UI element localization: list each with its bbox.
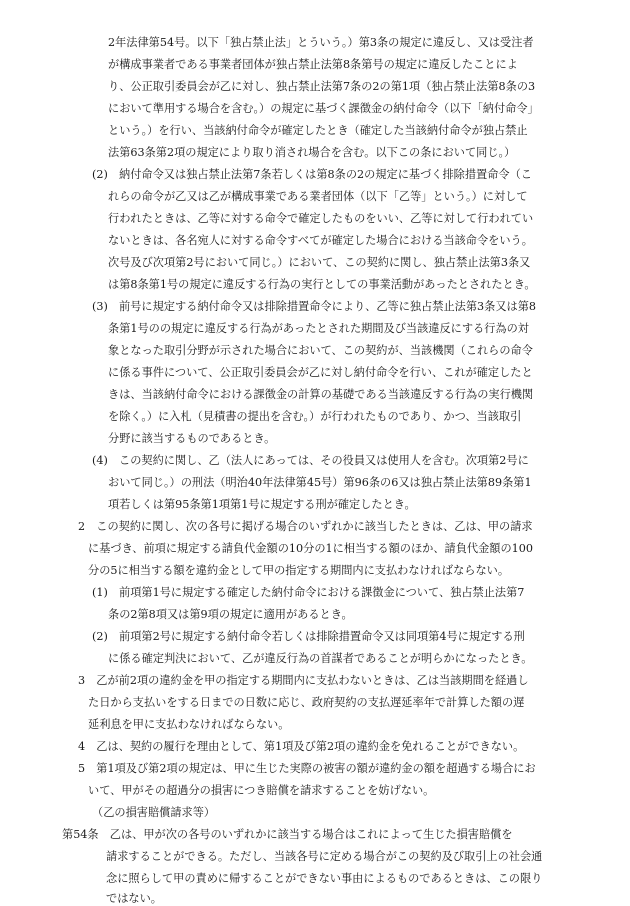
text-line: に係る事件について、公正取引委員会が乙に対し納付命令を行い、これが確定したと	[108, 366, 533, 379]
text-line: きは、当該納付命令における課徴金の計算の基礎である当該違反する行為の実行機関	[108, 388, 534, 401]
text-line: 念に照らして甲の責めに帰することができない事由によるものであるときは、この限り	[106, 872, 543, 885]
text-line: 条の2第8項又は第9項の規定に適用があるとき。	[108, 608, 353, 621]
text-line: 4 乙は、契約の履行を理由として、第1項及び第2項の違約金を免れることができない。	[78, 740, 525, 753]
text-line: (4) この契約に関し、乙（法人にあっては、その役員又は使用人を含む。次項第2号に	[92, 454, 529, 467]
text-line: が構成事業者である事業者団体が独占禁止法第8条第号の規定に違反したことによ	[108, 58, 518, 71]
text-line: 分野に該当するものであるとき。	[108, 432, 276, 445]
text-line: 2年法律第54号。以下「独占禁止法」とういう。）第3条の規定に違反し、又は受注者	[108, 36, 534, 49]
text-line: 請求することができる。ただし、当該各号に定める場合がこの契約及び取引上の社会通	[106, 850, 543, 863]
text-line: 行われたときは、乙等に対する命令で確定したものをいい、乙等に対して行われてい	[108, 212, 534, 225]
text-line: という。）を行い、当該納付命令が確定したとき（確定した当該納付命令が独占禁止	[108, 124, 528, 137]
text-line: (3) 前号に規定する納付命令又は排除措置命令により、乙等に独占禁止法第3条又は第8	[92, 300, 537, 313]
text-line: 5 第1項及び第2項の規定は、甲に生じた実際の被害の額が違約金の額を超過する場合にお	[78, 762, 536, 775]
text-line: た日から支払いをする日までの日数に応じ、政府契約の支払遅延率年で計算した額の遅	[88, 696, 525, 709]
text-line: れらの命令が乙又は乙が構成事業である業者団体（以下「乙等」という。）に対して	[108, 190, 528, 203]
text-line: 項若しくは第95条第1項第1号に規定する刑が確定したとき。	[108, 498, 416, 511]
text-line: 法第63条第2項の規定により取り消され場合を含む。以下この条において同じ。）	[108, 146, 516, 159]
text-line: 2 この契約に関し、次の各号に掲げる場合のいずれかに該当したときは、乙は、甲の請求	[78, 520, 533, 533]
text-line: いて、甲がその超過分の損害につき賠償を請求することを妨げない。	[88, 784, 435, 797]
section-heading: （乙の損害賠償請求等）	[92, 806, 216, 819]
text-line: (1) 前項第1号に規定する確定した納付命令における課徴金について、独占禁止法第7	[92, 586, 525, 599]
text-line: (2) 前項第2号に規定する納付命令若しくは排除措置命令又は同項第4号に規定する刑	[92, 630, 525, 643]
text-line: 延利息を甲に支払わなければならない。	[88, 718, 290, 731]
text-line: 分の5に相当する額を違約金として甲の指定する期間内に支払わなければならない。	[88, 564, 510, 577]
text-line: り、公正取引委員会が乙に対し、独占禁止法第7条の2の第1項（独占禁止法第8条の3	[108, 80, 536, 93]
text-line: 条第1号のの規定に違反する行為があったとされた期間及び当該違反にする行為の対	[108, 322, 529, 335]
text-line: において準用する場合を含む。）の規定に基づく課徴金の納付命令（以下「納付命令」	[108, 102, 539, 115]
article-heading: 第54条 乙は、甲が次の各号のいずれかに該当する場合はこれによって生じた損害賠償を	[62, 828, 513, 841]
text-line: 象となった取引分野が示された場合において、この契約が、当該機関（これらの命令	[108, 344, 533, 357]
text-line: を除く。）に入札（見積書の提出を含む。）が行われたものであり、かつ、当該取引	[108, 410, 522, 423]
text-line: おいて同じ。）の刑法（明治40年法律第45号）第96条の6又は独占禁止法第89条第1	[108, 476, 532, 489]
text-line: ないときは、各名宛人に対する命令すべてが確定した場合における当該命令をいう。	[108, 234, 533, 247]
text-line: に係る確定判決において、乙が違反行為の首謀者であることが明らかになったとき。	[108, 652, 533, 665]
text-line: は第8条第1号の規定に違反する行為の実行としての事業活動があったとされたとき。	[108, 278, 536, 291]
text-line: 3 乙が前2項の違約金を甲の指定する期間内に支払わないときは、乙は当該期間を経過し	[78, 674, 529, 687]
text-line: 次号及び次項第2号において同じ。）において、この契約に関し、独占禁止法第3条又	[108, 256, 531, 269]
text-line: ではない。	[106, 892, 162, 905]
text-line: に基づき、前項に規定する請負代金額の10分の1に相当する額のほか、請負代金額の100	[88, 542, 534, 555]
text-line: (2) 納付命令又は独占禁止法第7条若しくは第8条の2の規定に基づく排除措置命令（こ	[92, 168, 532, 181]
